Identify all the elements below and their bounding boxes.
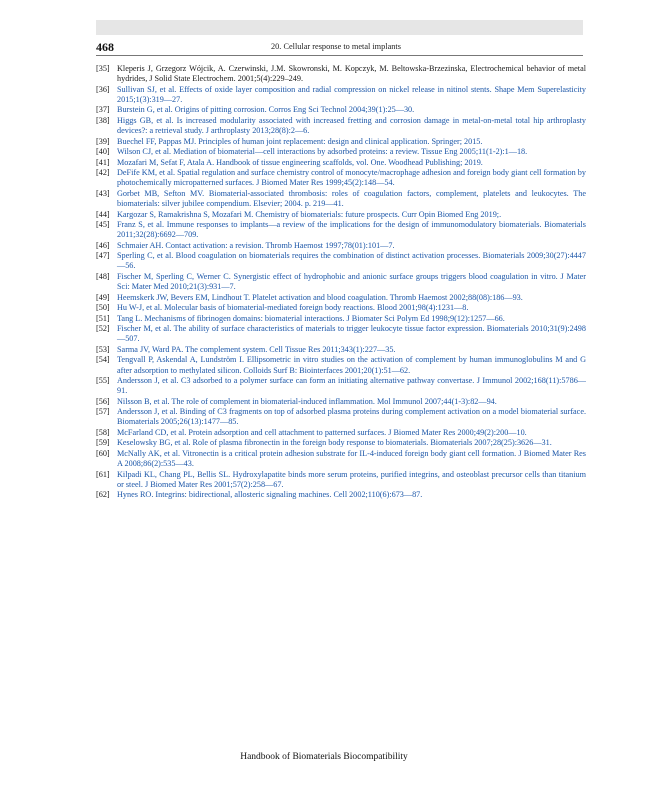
reference-number: [59] (96, 438, 110, 448)
reference-link[interactable]: Fischer M, et al. The ability of surface characteristics of materials to trigger leukocyte tissue factor expression. Biomaterials 2010;31(9):2498—507. (117, 324, 586, 344)
reference-number: [56] (96, 396, 110, 406)
reference-item[interactable] (96, 105, 586, 115)
reference-number: [39] (96, 136, 110, 146)
reference-link[interactable]: DeFife KM, et al. Spatial regulation and surface chemistry control of monocyte/macrophage adhesion and foreign body giant cell formation by photochemically micropatterned surfaces. J Biomed Mater Res 1999;45(2):148—54. (117, 168, 586, 188)
reference-item[interactable] (96, 397, 586, 407)
reference-item[interactable] (96, 314, 586, 324)
reference-item[interactable] (96, 210, 586, 220)
reference-number: [35] (96, 64, 110, 73)
reference-item (96, 64, 586, 84)
reference-number: [58] (96, 427, 110, 437)
reference-item[interactable] (96, 158, 586, 168)
reference-link[interactable]: Sperling C, et al. Blood coagulation on biomaterials requires the combination of distinct activation processes. Biomaterials 2009;30(27):4447—56. (117, 251, 586, 271)
reference-item[interactable] (96, 116, 586, 136)
page-number: 468 (96, 40, 114, 54)
reference-number: [62] (96, 490, 110, 500)
reference-link[interactable]: Andersson J, et al. Binding of C3 fragments on top of adsorbed plasma proteins during complement activation on a model biomaterial surface. Biomaterials 2005;26(13):1477—85. (117, 407, 586, 427)
reference-link[interactable]: Fischer M, Sperling C, Werner C. Synergistic effect of hydrophobic and anionic surface groups triggers blood coagulation in vitro. J Mater Sci: Mater Med 2010;21(3):931—7. (117, 271, 586, 292)
reference-item[interactable] (96, 407, 586, 427)
reference-number: [48] (96, 271, 110, 281)
chapter-title: 20. Cellular response to metal implants (271, 42, 401, 51)
header-divider (96, 55, 583, 56)
reference-item[interactable] (96, 376, 586, 396)
reference-item[interactable] (96, 324, 586, 344)
reference-item[interactable] (96, 168, 586, 188)
reference-link[interactable]: Hynes RO. Integrins: bidirectional, allosteric signaling machines. Cell 2002;110(6):673—87. (117, 490, 423, 500)
reference-item[interactable] (96, 137, 586, 147)
reference-link[interactable]: Nilsson B, et al. The role of complement in biomaterial-induced inflammation. Mol Immunol 2007;44(1-3):82—94. (117, 396, 497, 406)
reference-number: [55] (96, 376, 110, 386)
reference-number: [60] (96, 448, 110, 458)
reference-number: [51] (96, 313, 110, 323)
reference-link[interactable]: Franz S, et al. Immune responses to implants—a review of the implications for the design of immunomodulatory biomaterials. Biomaterials 2011;32(28):6692—709. (117, 220, 586, 240)
reference-text: Kleperis J, Grzegorz Wójcik, A. Czerwinski, J.M. Skowronski, M. Kopczyk, M. Beltowska-Brzezinska, Electrochemical behavior of metal hydrides, J Solid State Electrochem. 2001;5(4):229–249. (117, 64, 586, 84)
footer-book-title: Handbook of Biomaterials Biocompatibility (240, 752, 408, 762)
reference-number: [40] (96, 147, 110, 157)
reference-item[interactable] (96, 220, 586, 240)
reference-item[interactable] (96, 272, 586, 292)
reference-link[interactable]: Hu W-J, et al. Molecular basis of biomaterial-mediated foreign body reactions. Blood 2001;98(4):1231—8. (117, 303, 469, 313)
reference-item[interactable] (96, 293, 586, 303)
reference-link[interactable]: McFarland CD, et al. Protein adsorption and cell attachment to patterned surfaces. J Biomed Mater Res 2000;49(2):200—10. (117, 427, 527, 437)
reference-link[interactable]: Heemskerk JW, Bevers EM, Lindhout T. Platelet activation and blood coagulation. Thromb Haemost 2002;88(08):186—93. (117, 292, 523, 302)
reference-link[interactable]: Burstein G, et al. Origins of pitting corrosion. Corros Eng Sci Technol 2004;39(1):25—30. (117, 105, 415, 115)
reference-number: [49] (96, 292, 110, 302)
reference-number: [52] (96, 324, 110, 334)
reference-link[interactable]: Tengvall P, Askendal A, Lundström I. Ellipsometric in vitro studies on the activation of complement by human immunoglobulins M and G after adsorption to methylated silicon. Colloids Surf B: Biointerfaces 2001;20(1):51—62. (117, 355, 586, 375)
reference-number: [38] (96, 115, 110, 125)
reference-link[interactable]: Buechel FF, Pappas MJ. Principles of human joint replacement: design and clinical application. Springer; 2015. (117, 136, 483, 146)
reference-number: [45] (96, 220, 110, 230)
reference-item[interactable] (96, 251, 586, 271)
reference-number: [44] (96, 209, 110, 219)
reference-link[interactable]: Kargozar S, Ramakrishna S, Mozafari M. Chemistry of biomaterials: future prospects. Curr Opin Biomed Eng 2019;. (117, 209, 502, 219)
reference-item[interactable] (96, 189, 586, 209)
reference-item[interactable] (96, 490, 586, 500)
header-bar (96, 20, 583, 35)
reference-link[interactable]: Sullivan SJ, et al. Effects of oxide layer composition and radial compression on nickel release in nitinol stents. Shape Mem Superelasticity 2015;1(3):319—27. (117, 84, 586, 104)
reference-link[interactable]: Higgs GB, et al. Is increased modularity associated with increased fretting and corrosion damage in metal-on-metal total hip arthroplasty devices?: a retrieval study. J arthroplasty 2013;28(8):2—6. (117, 115, 586, 136)
reference-item[interactable] (96, 449, 586, 469)
reference-link[interactable]: Gorbet MB, Sefton MV. Biomaterial-associated thrombosis: roles of coagulation factors, complement, platelets and leukocytes. The biomaterials: silver jubilee compendium. Elsevier; 2004. p. 219—41. (117, 188, 586, 209)
reference-item[interactable] (96, 428, 586, 438)
reference-link[interactable]: Schmaier AH. Contact activation: a revision. Thromb Haemost 1997;78(01):101—7. (117, 240, 395, 250)
reference-link[interactable]: Andersson J, et al. C3 adsorbed to a polymer surface can form an initiating alternative pathway convertase. J Immunol 2002;168(11):5786—91. (117, 376, 586, 396)
reference-number: [42] (96, 168, 110, 178)
reference-link[interactable]: Mozafari M, Sefat F, Atala A. Handbook of tissue engineering scaffolds, vol. One. Woodhead Publishing; 2019. (117, 157, 483, 167)
reference-number: [50] (96, 303, 110, 313)
reference-link[interactable]: Sarma JV, Ward PA. The complement system. Cell Tissue Res 2011;343(1):227—35. (117, 344, 396, 354)
reference-link[interactable]: Kilpadi KL, Chang PL, Bellis SL. Hydroxylapatite binds more serum proteins, purified integrins, and osteoblast precursor cells than titanium or steel. J Biomed Mater Res 2001;57(2):258—67. (117, 469, 586, 489)
reference-link[interactable]: Keselowsky BG, et al. Role of plasma fibronectin in the foreign body response to biomaterials. Biomaterials 2007;28(25):3626—31. (117, 438, 552, 448)
reference-number: [36] (96, 84, 110, 94)
reference-list (96, 64, 586, 501)
reference-number: [54] (96, 355, 110, 365)
reference-item[interactable] (96, 345, 586, 355)
reference-item[interactable] (96, 438, 586, 448)
reference-number: [43] (96, 188, 110, 198)
reference-item[interactable] (96, 303, 586, 313)
reference-number: [47] (96, 251, 110, 261)
reference-item[interactable] (96, 147, 586, 157)
reference-number: [41] (96, 157, 110, 167)
reference-number: [61] (96, 469, 110, 479)
reference-number: [46] (96, 240, 110, 250)
reference-link[interactable]: McNally AK, et al. Vitronectin is a critical protein adhesion substrate for IL-4-induced foreign body giant cell formation. J Biomed Mater Res A 2008;86(2):535—43. (117, 448, 586, 469)
reference-item[interactable] (96, 470, 586, 490)
reference-item[interactable] (96, 85, 586, 105)
reference-number: [37] (96, 105, 110, 115)
reference-link[interactable]: Tang L. Mechanisms of fibrinogen domains: biomaterial interactions. J Biomater Sci Polym Ed 1998;9(12):1257—66. (117, 313, 505, 323)
reference-number: [57] (96, 407, 110, 417)
reference-item[interactable] (96, 355, 586, 375)
reference-number: [53] (96, 344, 110, 354)
reference-item[interactable] (96, 241, 586, 251)
reference-link[interactable]: Wilson CJ, et al. Mediation of biomaterial—cell interactions by adsorbed proteins: a review. Tissue Eng 2005;11(1-2):1—18. (117, 147, 528, 157)
